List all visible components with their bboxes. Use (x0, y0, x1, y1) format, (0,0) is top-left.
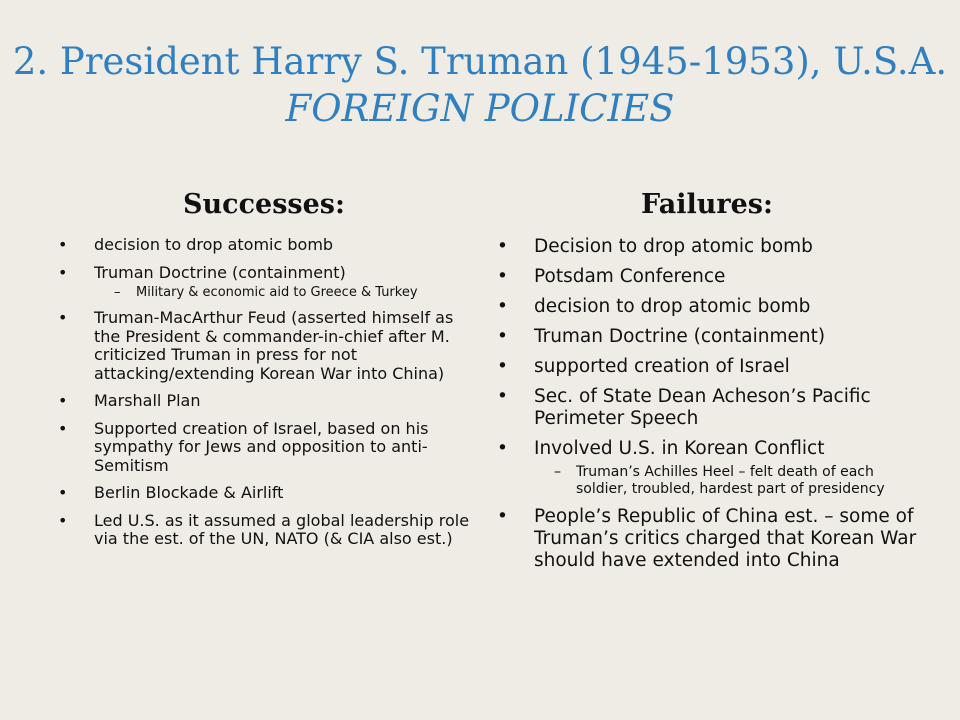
failures-list (497, 236, 917, 572)
list-item (497, 296, 917, 318)
successes-column (58, 188, 470, 558)
sub-list-item-text: Military & economic aid to Greece & Turkey (136, 285, 418, 300)
sub-list-item (94, 286, 470, 300)
list-item-text: Decision to drop atomic bomb (534, 236, 813, 257)
list-item (58, 420, 470, 476)
sub-list-item (534, 464, 917, 498)
list-item (497, 236, 917, 258)
list-item-text: Involved U.S. in Korean Conflict (534, 438, 825, 459)
sub-list (94, 286, 470, 300)
failures-column (497, 188, 917, 580)
list-item-text: Truman Doctrine (containment) (94, 262, 346, 282)
list-item-text: Supported creation of Israel, based on his sympathy for Jews and opposition to anti-Semitism (94, 418, 429, 475)
list-item-text: Truman Doctrine (containment) (534, 326, 826, 347)
slide-title (0, 38, 960, 132)
list-item (58, 236, 470, 255)
list-item (497, 506, 917, 572)
list-item (497, 326, 917, 348)
successes-heading: Successes: (183, 189, 345, 220)
list-item (497, 356, 917, 378)
list-item (497, 438, 917, 498)
list-item (58, 392, 470, 411)
title-line-1: 2. President Harry S. Truman (1945-1953), U.S.A. (12, 40, 948, 83)
list-item-text: Led U.S. as it assumed a global leadership role via the est. of the UN, NATO (& CIA also est.) (94, 510, 470, 548)
successes-list (58, 236, 470, 549)
list-item-text: Marshall Plan (94, 391, 201, 410)
list-item-text: People’s Republic of China est. – some of Truman’s critics charged that Korean War should have extended into China (534, 506, 917, 571)
list-item-text: supported creation of Israel (534, 356, 790, 377)
list-item-text: decision to drop atomic bomb (534, 296, 811, 317)
list-item-text: Sec. of State Dean Acheson’s Pacific Perimeter Speech (534, 386, 871, 429)
failures-heading: Failures: (641, 189, 773, 220)
list-item-text: Truman-MacArthur Feud (asserted himself as the President & commander-in-chief after M. criticized Truman in press for not attacking/extending Korean War into China) (94, 308, 454, 383)
list-item (497, 386, 917, 430)
list-item-text: decision to drop atomic bomb (94, 235, 334, 254)
list-item (58, 309, 470, 383)
list-item (58, 264, 470, 301)
list-item-text: Potsdam Conference (534, 266, 726, 287)
list-item (497, 266, 917, 288)
list-item (58, 484, 470, 503)
list-item-text: Berlin Blockade & Airlift (94, 483, 284, 502)
list-item (58, 512, 470, 549)
title-line-2: FOREIGN POLICIES (285, 87, 675, 130)
sub-list (534, 464, 917, 498)
sub-list-item-text: Truman’s Achilles Heel – felt death of each soldier, troubled, hardest part of presidency (576, 464, 885, 497)
